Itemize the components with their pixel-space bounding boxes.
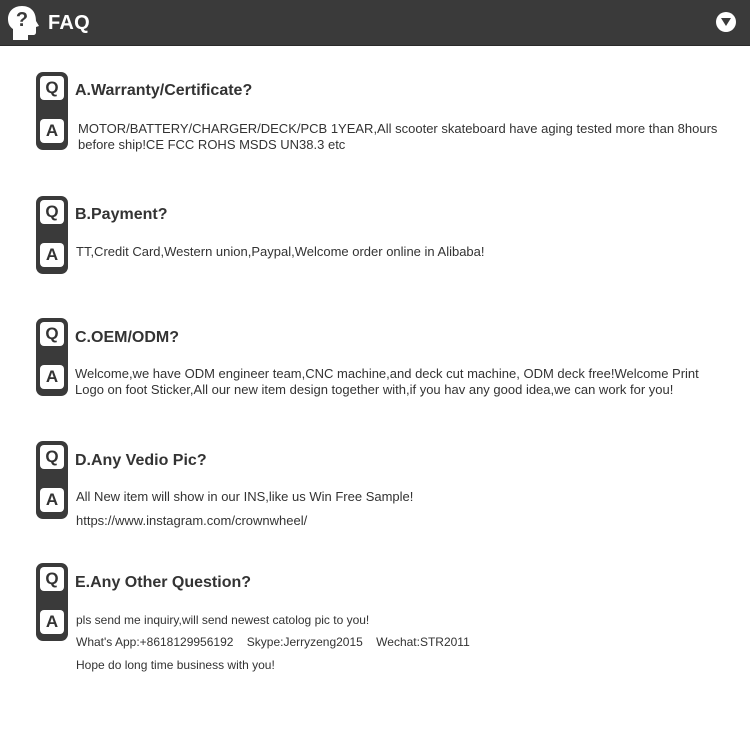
chevron-down-icon [721, 18, 731, 26]
collapse-toggle-button[interactable] [716, 12, 736, 32]
answer-badge: A [40, 243, 64, 267]
faq-header [0, 0, 750, 46]
answer-line: TT,Credit Card,Western union,Paypal,Welcome order online in Alibaba! [76, 244, 485, 259]
answer-line: Hope do long time business with you! [76, 658, 275, 672]
qa-badge-bar [36, 563, 68, 641]
qa-badge-bar [36, 72, 68, 150]
question-badge: Q [40, 567, 64, 591]
qa-badge-bar [36, 441, 68, 519]
answer-line: Welcome,we have ODM engineer team,CNC machine,and deck cut machine, ODM deck free!Welcome Print [75, 366, 699, 381]
answer-line: before ship!CE FCC ROHS MSDS UN38.3 etc [78, 137, 346, 152]
svg-text:?: ? [15, 9, 29, 31]
instagram-link[interactable]: https://www.instagram.com/crownwheel/ [76, 513, 308, 528]
answer-badge: A [40, 610, 64, 634]
question-text: C.OEM/ODM? [75, 329, 179, 346]
question-text: E.Any Other Question? [75, 574, 252, 591]
question-badge: Q [40, 76, 64, 100]
answer-line: MOTOR/BATTERY/CHARGER/DECK/PCB 1YEAR,All scooter skateboard have aging tested more than 8hours [78, 121, 718, 136]
answer-badge: A [40, 488, 64, 512]
question-badge: Q [40, 200, 64, 224]
question-text: B.Payment? [75, 206, 168, 223]
qa-badge-bar [36, 196, 68, 274]
answer-line: Logo on foot Sticker,All our new item design together with,if you hav any good idea,we can work for you! [75, 382, 674, 397]
page-title: FAQ [48, 12, 91, 34]
answer-line: pls send me inquiry,will send newest catolog pic to you! [76, 613, 370, 627]
question-text: D.Any Vedio Pic? [75, 452, 207, 469]
contact-line: What's App:+8618129956192 Skype:Jerryzeng2015 Wechat:STR2011 [76, 635, 470, 649]
question-head-icon [6, 5, 40, 41]
answer-badge: A [40, 365, 64, 389]
answer-line: All New item will show in our INS,like us Win Free Sample! [76, 489, 414, 504]
qa-badge-bar [36, 318, 68, 396]
question-badge: Q [40, 445, 64, 469]
question-badge: Q [40, 322, 64, 346]
question-text: A.Warranty/Certificate? [75, 82, 253, 99]
answer-badge: A [40, 119, 64, 143]
